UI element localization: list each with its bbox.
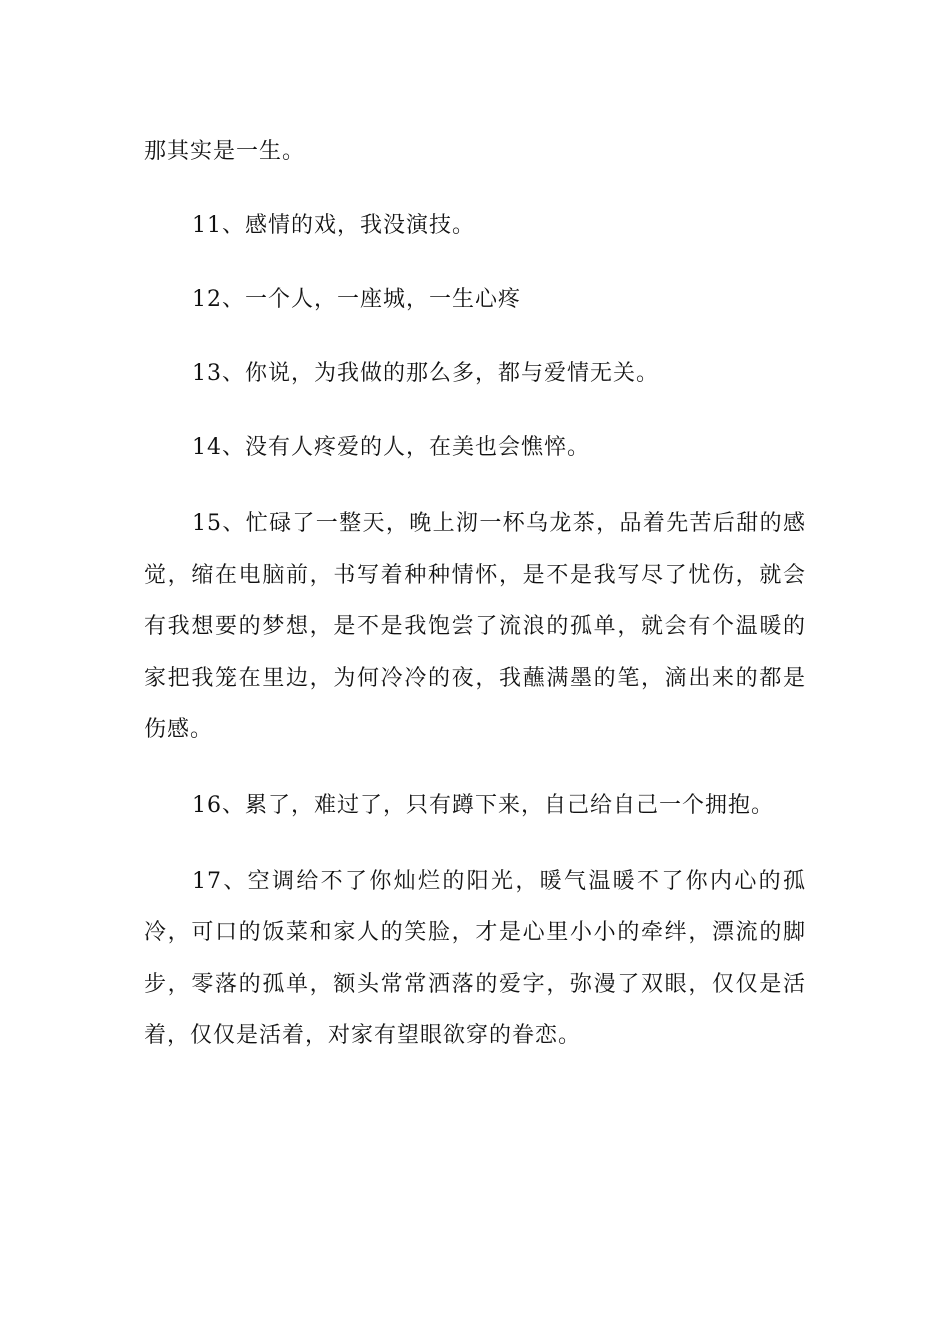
paragraph-item-14: 14、没有人疼爱的人，在美也会憔悴。 [192, 435, 590, 460]
paragraph-item-15: 15、忙碌了一整天，晚上沏一杯乌龙茶，品着先苦后甜的感觉，缩在电脑前，书写着种种情怀，是不是我写尽了忧伤，就会有我想要的梦想，是不是我饱尝了流浪的孤单，就会有个温暖的家把我笼在里边，为何冷冷的夜，我蘸满墨的笔，滴出来的都是伤感。 [144, 511, 806, 742]
paragraph-item-12: 12、一个人，一座城，一生心疼 [192, 287, 521, 312]
paragraph-item-11: 11、感情的戏，我没演技。 [192, 213, 475, 238]
document-body [144, 128, 806, 1062]
paragraph-item-16: 16、累了，难过了，只有蹲下来，自己给自己一个拥抱。 [192, 792, 774, 818]
paragraph-item-17: 17、空调给不了你灿烂的阳光，暖气温暖不了你内心的孤冷，可口的饭菜和家人的笑脸，才是心里小小的牵绊，漂流的脚步，零落的孤单，额头常常洒落的爱字，弥漫了双眼，仅仅是活着，仅仅是活着，对家有望眼欲穿的眷恋。 [144, 868, 806, 1048]
paragraph-continuation: 那其实是一生。 [144, 139, 306, 164]
paragraph-item-13: 13、你说，为我做的那么多，都与爱情无关。 [192, 361, 659, 386]
